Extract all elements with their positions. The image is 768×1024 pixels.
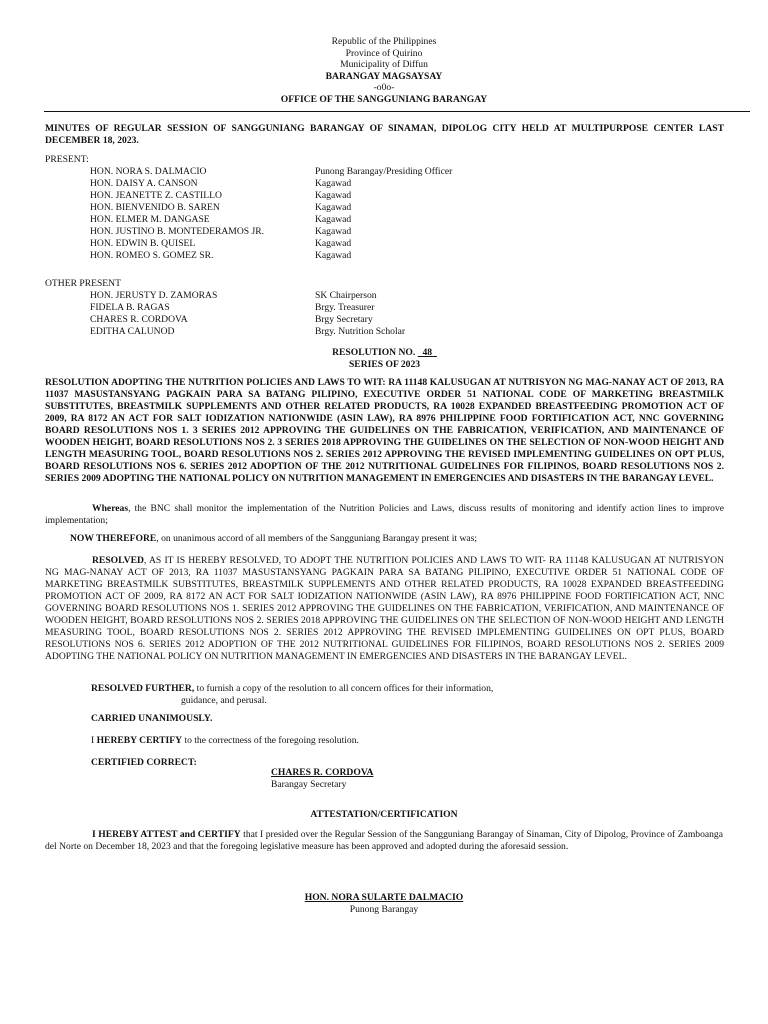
- attendee-role: Brgy Secretary: [315, 314, 373, 325]
- resolution-label: RESOLUTION NO.: [332, 347, 416, 358]
- attest-paragraph: [45, 829, 723, 853]
- resolved-further-paragraph: [91, 683, 724, 707]
- attendee-row: [45, 178, 724, 190]
- other-present-list: [45, 290, 724, 338]
- punong-name: HON. NORA SULARTE DALMACIO: [304, 892, 464, 903]
- attestation-heading: ATTESTATION/CERTIFICATION: [310, 809, 458, 820]
- resolved-text: , AS IT IS HEREBY RESOLVED, TO ADOPT THE NUTRITION POLICIES AND LAWS TO WIT- RA 11148 KALUSUGAN AT NUTRISYON NG MAG-NANAY ACT OF 2013, RA 11037 MASUSTANSYANG PAGKAIN PARA SA BATANG PILIPINO, EXECUTIVE ORDER 51 NATIONAL CODE OF MARKETING BREASTMILK SUBSTITUTES, BREASTMILK SUPPLEMENTS AND OTHER RELATED PRODUCTS, RA 10028 EXPANDED BREASTFEEDING PROMOTION ACT OF 2009, RA 8172 AN ACT FOR SALT IODIZATION NATIONWIDE (ASIN LAW), RA 8976 PHILIPPINE FOOD FORTIFICATION ACT, NNC GOVERNING BOARD RESOLUTIONS NOS 1. SERIES 2012 APPROVING THE GUIDELINES ON THE FABRICATION, VERIFICATION, AND MAINTENANCE OF WOODEN HEIGHT, BOARD RESOLUTIONS NOS 2. SERIES 2018 APPROVING THE GUIDELINES ON THE SELECTION OF NON-WOOD HEIGHT AND LENGTH MEASURING TOOL, BOARD RESOLUTIONS NOS 2. SERIES 2012 APPROVING THE REVISED IMPLEMENTING GUIDELINES ON OPT PLUS, BOARD RESOLUTIONS NOS 6. SERIES 2012 ADOPTION OF THE 2012 NUTRITIONAL GUIDELINES FOR FILIPINOS, BOARD RESOLUTIONS NOS 2. SERIES 2009 ADOPTING THE NATIONAL POLICY ON NUTRITION MANAGEMENT IN EMERGENCIES AND DISASTERS IN THE BARANGAY LEVEL.: [45, 555, 724, 662]
- punong-signature-block: [0, 892, 768, 916]
- ornament: -o0o-: [373, 82, 395, 93]
- attendee-row: [45, 250, 724, 262]
- resolved-paragraph: [45, 555, 724, 663]
- whereas-lead: Whereas: [92, 503, 129, 514]
- attendee-name: HON. JERUSTY D. ZAMORAS: [90, 290, 218, 301]
- attendee-role: Kagawad: [315, 250, 352, 261]
- attendee-row: [45, 302, 724, 314]
- attendee-row: [45, 238, 724, 250]
- now-therefore-lead: NOW THEREFORE: [70, 533, 157, 544]
- attendee-name: HON. BIENVENIDO B. SAREN: [90, 202, 220, 213]
- secretary-title: Barangay Secretary: [271, 779, 347, 790]
- resolution-number: 48: [422, 347, 433, 358]
- attendee-name: HON. ELMER M. DANGASE: [90, 214, 210, 225]
- other-present-section: [45, 278, 724, 338]
- carried-unanimously: CARRIED UNANIMOUSLY.: [91, 713, 213, 724]
- attendee-role: Kagawad: [315, 226, 352, 237]
- resolved-further-text2: guidance, and perusal.: [181, 695, 267, 706]
- attendee-role: SK Chairperson: [315, 290, 377, 301]
- present-section: [45, 154, 724, 262]
- whereas-paragraph: [45, 503, 724, 527]
- province-line: Province of Quirino: [345, 47, 423, 59]
- attendee-row: [45, 202, 724, 214]
- secretary-name: CHARES R. CORDOVA: [271, 767, 374, 778]
- attendee-role: Kagawad: [315, 178, 352, 189]
- attendee-role: Punong Barangay/Presiding Officer: [315, 166, 453, 177]
- punong-title: Punong Barangay: [349, 904, 419, 915]
- attendee-row: [45, 226, 724, 238]
- header-divider: [44, 111, 750, 112]
- letterhead: [0, 36, 768, 105]
- attendee-name: HON. NORA S. DALMACIO: [90, 166, 207, 177]
- whereas-text: , the BNC shall monitor the implementation of the Nutrition Policies and Laws, discuss results of monitoring and identify action lines to improve implementation;: [45, 503, 724, 526]
- attendee-name: CHARES R. CORDOVA: [90, 314, 188, 325]
- certified-correct-label: CERTIFIED CORRECT:: [91, 757, 197, 768]
- resolved-lead: RESOLVED: [92, 555, 144, 566]
- other-present-label: OTHER PRESENT: [45, 278, 121, 289]
- municipality-line: Municipality of Diffun: [340, 59, 428, 70]
- resolution-number-block: [45, 347, 724, 371]
- resolved-further-text: to furnish a copy of the resolution to all concern offices for their information,: [194, 683, 494, 694]
- minutes-title: MINUTES OF REGULAR SESSION OF SANGGUNIANG BARANGAY OF SINAMAN, DIPOLOG CITY HELD AT MULTIPURPOSE CENTER LAST DECEMBER 18, 2023.: [45, 123, 724, 146]
- attendee-name: HON. JUSTINO B. MONTEDERAMOS JR.: [90, 226, 265, 237]
- office-name: OFFICE OF THE SANGGUNIANG BARANGAY: [280, 93, 488, 105]
- resolution-title: RESOLUTION ADOPTING THE NUTRITION POLICIES AND LAWS TO WIT: RA 11148 KALUSUGAN AT NUTRISYON NG MAG-NANAY ACT OF 2013, RA 11037 MASUSTANSYANG PAGKAIN PARA SA BATANG PILIPINO, EXECUTIVE ORDER 51 NATIONAL CODE OF MARKETING BREASTMILK SUBSTITUTES, BREASTMILK SUPPLEMENTS AND OTHER RELATED PRODUCTS, RA 10028 EXPANDED BREASTFEEDING PROMOTION ACT OF 2009, RA 8172 AN ACT FOR SALT IODIZATION NATIONWIDE (ASIN LAW), RA 8976 PHILIPPINE FOOD FORTIFICATION ACT, NNC GOVERNING BOARD RESOLUTIONS NOS 1. 3 SERIES 2012 APPROVING THE GUIDELINES ON THE FABRICATION, VERIFICATION, AND MAINTENANCE OF WOODEN HEIGHT, BOARD RESOLUTIONS NOS 2. 3 SERIES 2018 APPROVING THE GUIDELINES ON THE SELECTION OF NON-WOOD HEIGHT AND LENGTH MEASURING TOOL, BOARD RESOLUTIONS NOS 2. SERIES 2012 APPROVING THE REVISED IMPLEMENTING GUIDELINES ON OPT PLUS, BOARD RESOLUTIONS NOS 6. SERIES 2012 ADOPTION OF THE 2012 NUTRITIONAL GUIDELINES FOR FILIPINOS, BOARD RESOLUTIONS NOS 2. SERIES 2009 ADOPTING THE NATIONAL POLICY ON NUTRITION MANAGEMENT IN EMERGENCIES AND DISASTERS IN THE BARANGAY LEVEL.: [45, 377, 724, 484]
- attendee-role: Kagawad: [315, 190, 352, 201]
- attendee-role: Kagawad: [315, 202, 352, 213]
- barangay-name: BARANGAY MAGSAYSAY: [325, 70, 443, 82]
- resolution-series: SERIES OF 2023: [348, 359, 421, 370]
- attendee-row: [45, 314, 724, 326]
- attendee-row: [45, 214, 724, 226]
- certify-text: to the correctness of the foregoing resolution.: [182, 735, 359, 746]
- attendee-name: EDITHA CALUNOD: [90, 326, 175, 337]
- now-therefore-text: , on unanimous accord of all members of the Sangguniang Barangay present it was;: [156, 533, 478, 544]
- attendee-name: HON. DAISY A. CANSON: [90, 178, 198, 189]
- attendee-role: Brgy. Treasurer: [315, 302, 375, 313]
- present-label: PRESENT:: [45, 154, 89, 165]
- attest-text: that I presided over the Regular Session of the Sangguniang Barangay of Sinaman, City of Dipolog, Province of Zamboanga del Norte on December 18, 2023 and that the foregoing legislative measure has been approved and adopted during the aforesaid session.: [45, 829, 723, 852]
- resolved-further-lead: RESOLVED FURTHER,: [91, 683, 195, 694]
- now-therefore-paragraph: [70, 533, 724, 545]
- attendee-name: FIDELA B. RAGAS: [90, 302, 170, 313]
- attendee-row: [45, 326, 724, 338]
- certify-line: I HEREBY CERTIFY to the correctness of the foregoing resolution.: [91, 735, 359, 746]
- attendee-role: Kagawad: [315, 238, 352, 249]
- attendee-role: Brgy. Nutrition Scholar: [315, 326, 406, 337]
- present-list: [45, 166, 724, 262]
- attendee-name: HON. ROMEO S. GOMEZ SR.: [90, 250, 214, 261]
- attest-lead: I HEREBY ATTEST and CERTIFY: [92, 829, 241, 840]
- attendee-name: HON. EDWIN B. QUISEL: [90, 238, 196, 249]
- secretary-signature-block: [271, 767, 571, 791]
- republic-line: Republic of the Philippines: [331, 36, 437, 47]
- attendee-row: [45, 166, 724, 178]
- attendee-row: [45, 190, 724, 202]
- attendee-name: HON. JEANETTE Z. CASTILLO: [90, 190, 222, 201]
- attendee-role: Kagawad: [315, 214, 352, 225]
- attendee-row: [45, 290, 724, 302]
- certify-lead: HEREBY CERTIFY: [96, 735, 182, 746]
